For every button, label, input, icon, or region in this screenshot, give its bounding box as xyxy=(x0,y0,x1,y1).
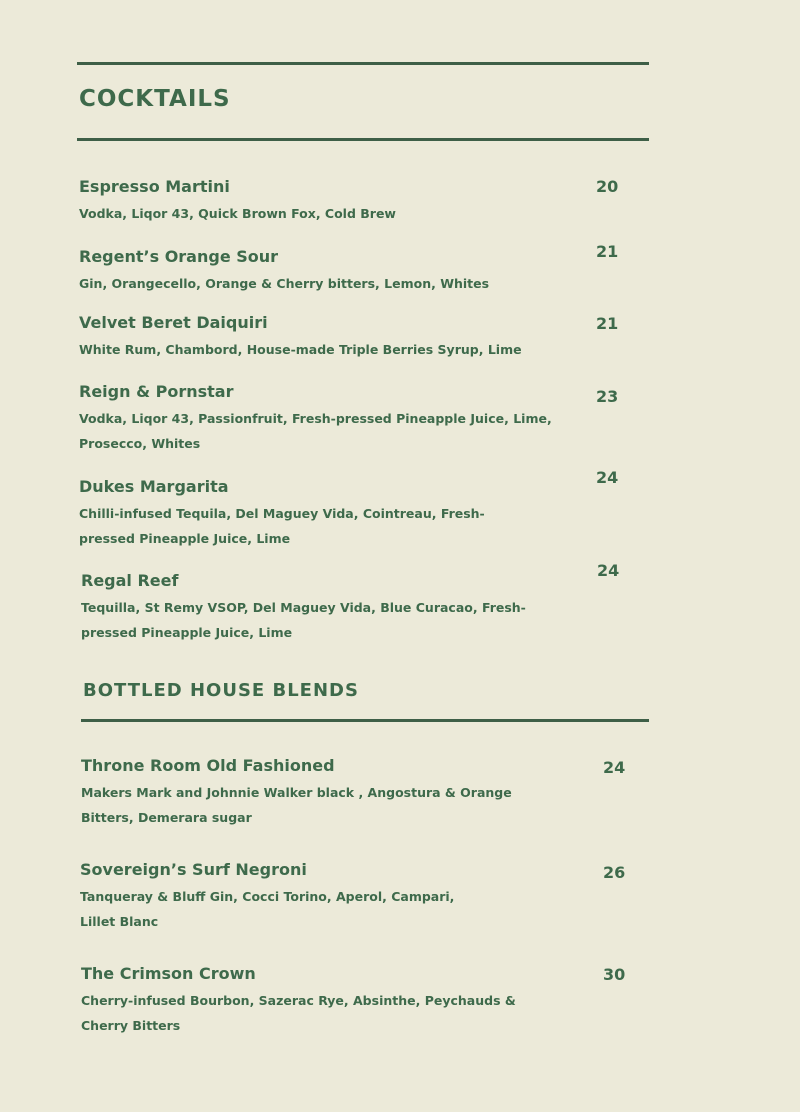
item-price: 21 xyxy=(596,314,619,333)
item-description: White Rum, Chambord, House-made Triple Berries Syrup, Lime xyxy=(79,342,522,357)
item-description: Gin, Orangecello, Orange & Cherry bitters, Lemon, Whites xyxy=(79,276,490,291)
item-description: Cherry-infused Bourbon, Sazerac Rye, Absinthe, Peychauds & Cherry Bitters xyxy=(81,993,516,1033)
cocktails-bottom-divider xyxy=(77,138,649,141)
menu-item-throne-room-old-fashioned xyxy=(81,756,601,830)
item-price: 21 xyxy=(596,242,619,261)
bottled-section-title: BOTTLED HOUSE BLENDS xyxy=(83,680,359,701)
item-price: 24 xyxy=(603,758,626,777)
cocktails-section-title: COCKTAILS xyxy=(79,86,231,112)
item-name: Reign & Pornstar xyxy=(79,382,234,401)
item-price: 23 xyxy=(596,387,619,406)
menu-item-the-crimson-crown xyxy=(81,964,601,1038)
item-price: 24 xyxy=(597,561,620,580)
item-name: The Crimson Crown xyxy=(81,964,256,983)
item-name: Regal Reef xyxy=(81,571,179,590)
item-description: Tequilla, St Remy VSOP, Del Maguey Vida, Blue Curacao, Fresh- pressed Pineapple Juice, Lime xyxy=(81,600,526,640)
item-price: 24 xyxy=(596,468,619,487)
item-price: 20 xyxy=(596,177,619,196)
menu-item-dukes-margarita xyxy=(79,477,599,551)
cocktails-top-divider xyxy=(77,62,649,65)
menu-item-regal-reef xyxy=(81,571,601,645)
item-description: Tanqueray & Bluff Gin, Cocci Torino, Aperol, Campari, Lillet Blanc xyxy=(80,889,455,929)
item-name: Regent’s Orange Sour xyxy=(79,247,279,266)
item-description: Chilli-infused Tequila, Del Maguey Vida, Cointreau, Fresh- pressed Pineapple Juice, Lime xyxy=(79,506,485,546)
menu-item-espresso-martini xyxy=(79,177,599,226)
bottled-divider xyxy=(81,719,649,722)
item-name: Espresso Martini xyxy=(79,177,230,196)
item-price: 26 xyxy=(603,863,626,882)
menu-item-reign-and-pornstar xyxy=(79,382,599,456)
menu-item-regents-orange-sour xyxy=(79,247,599,296)
menu-item-sovereigns-surf-negroni xyxy=(80,860,600,934)
item-description: Makers Mark and Johnnie Walker black , Angostura & Orange Bitters, Demerara sugar xyxy=(81,785,512,825)
item-name: Throne Room Old Fashioned xyxy=(81,756,335,775)
item-description: Vodka, Liqor 43, Passionfruit, Fresh-pressed Pineapple Juice, Lime, Prosecco, Whites xyxy=(79,411,552,451)
item-price: 30 xyxy=(603,965,626,984)
item-description: Vodka, Liqor 43, Quick Brown Fox, Cold Brew xyxy=(79,206,396,221)
menu-item-velvet-beret-daiquiri xyxy=(79,313,599,362)
item-name: Dukes Margarita xyxy=(79,477,229,496)
item-name: Velvet Beret Daiquiri xyxy=(79,313,268,332)
item-name: Sovereign’s Surf Negroni xyxy=(80,860,307,879)
